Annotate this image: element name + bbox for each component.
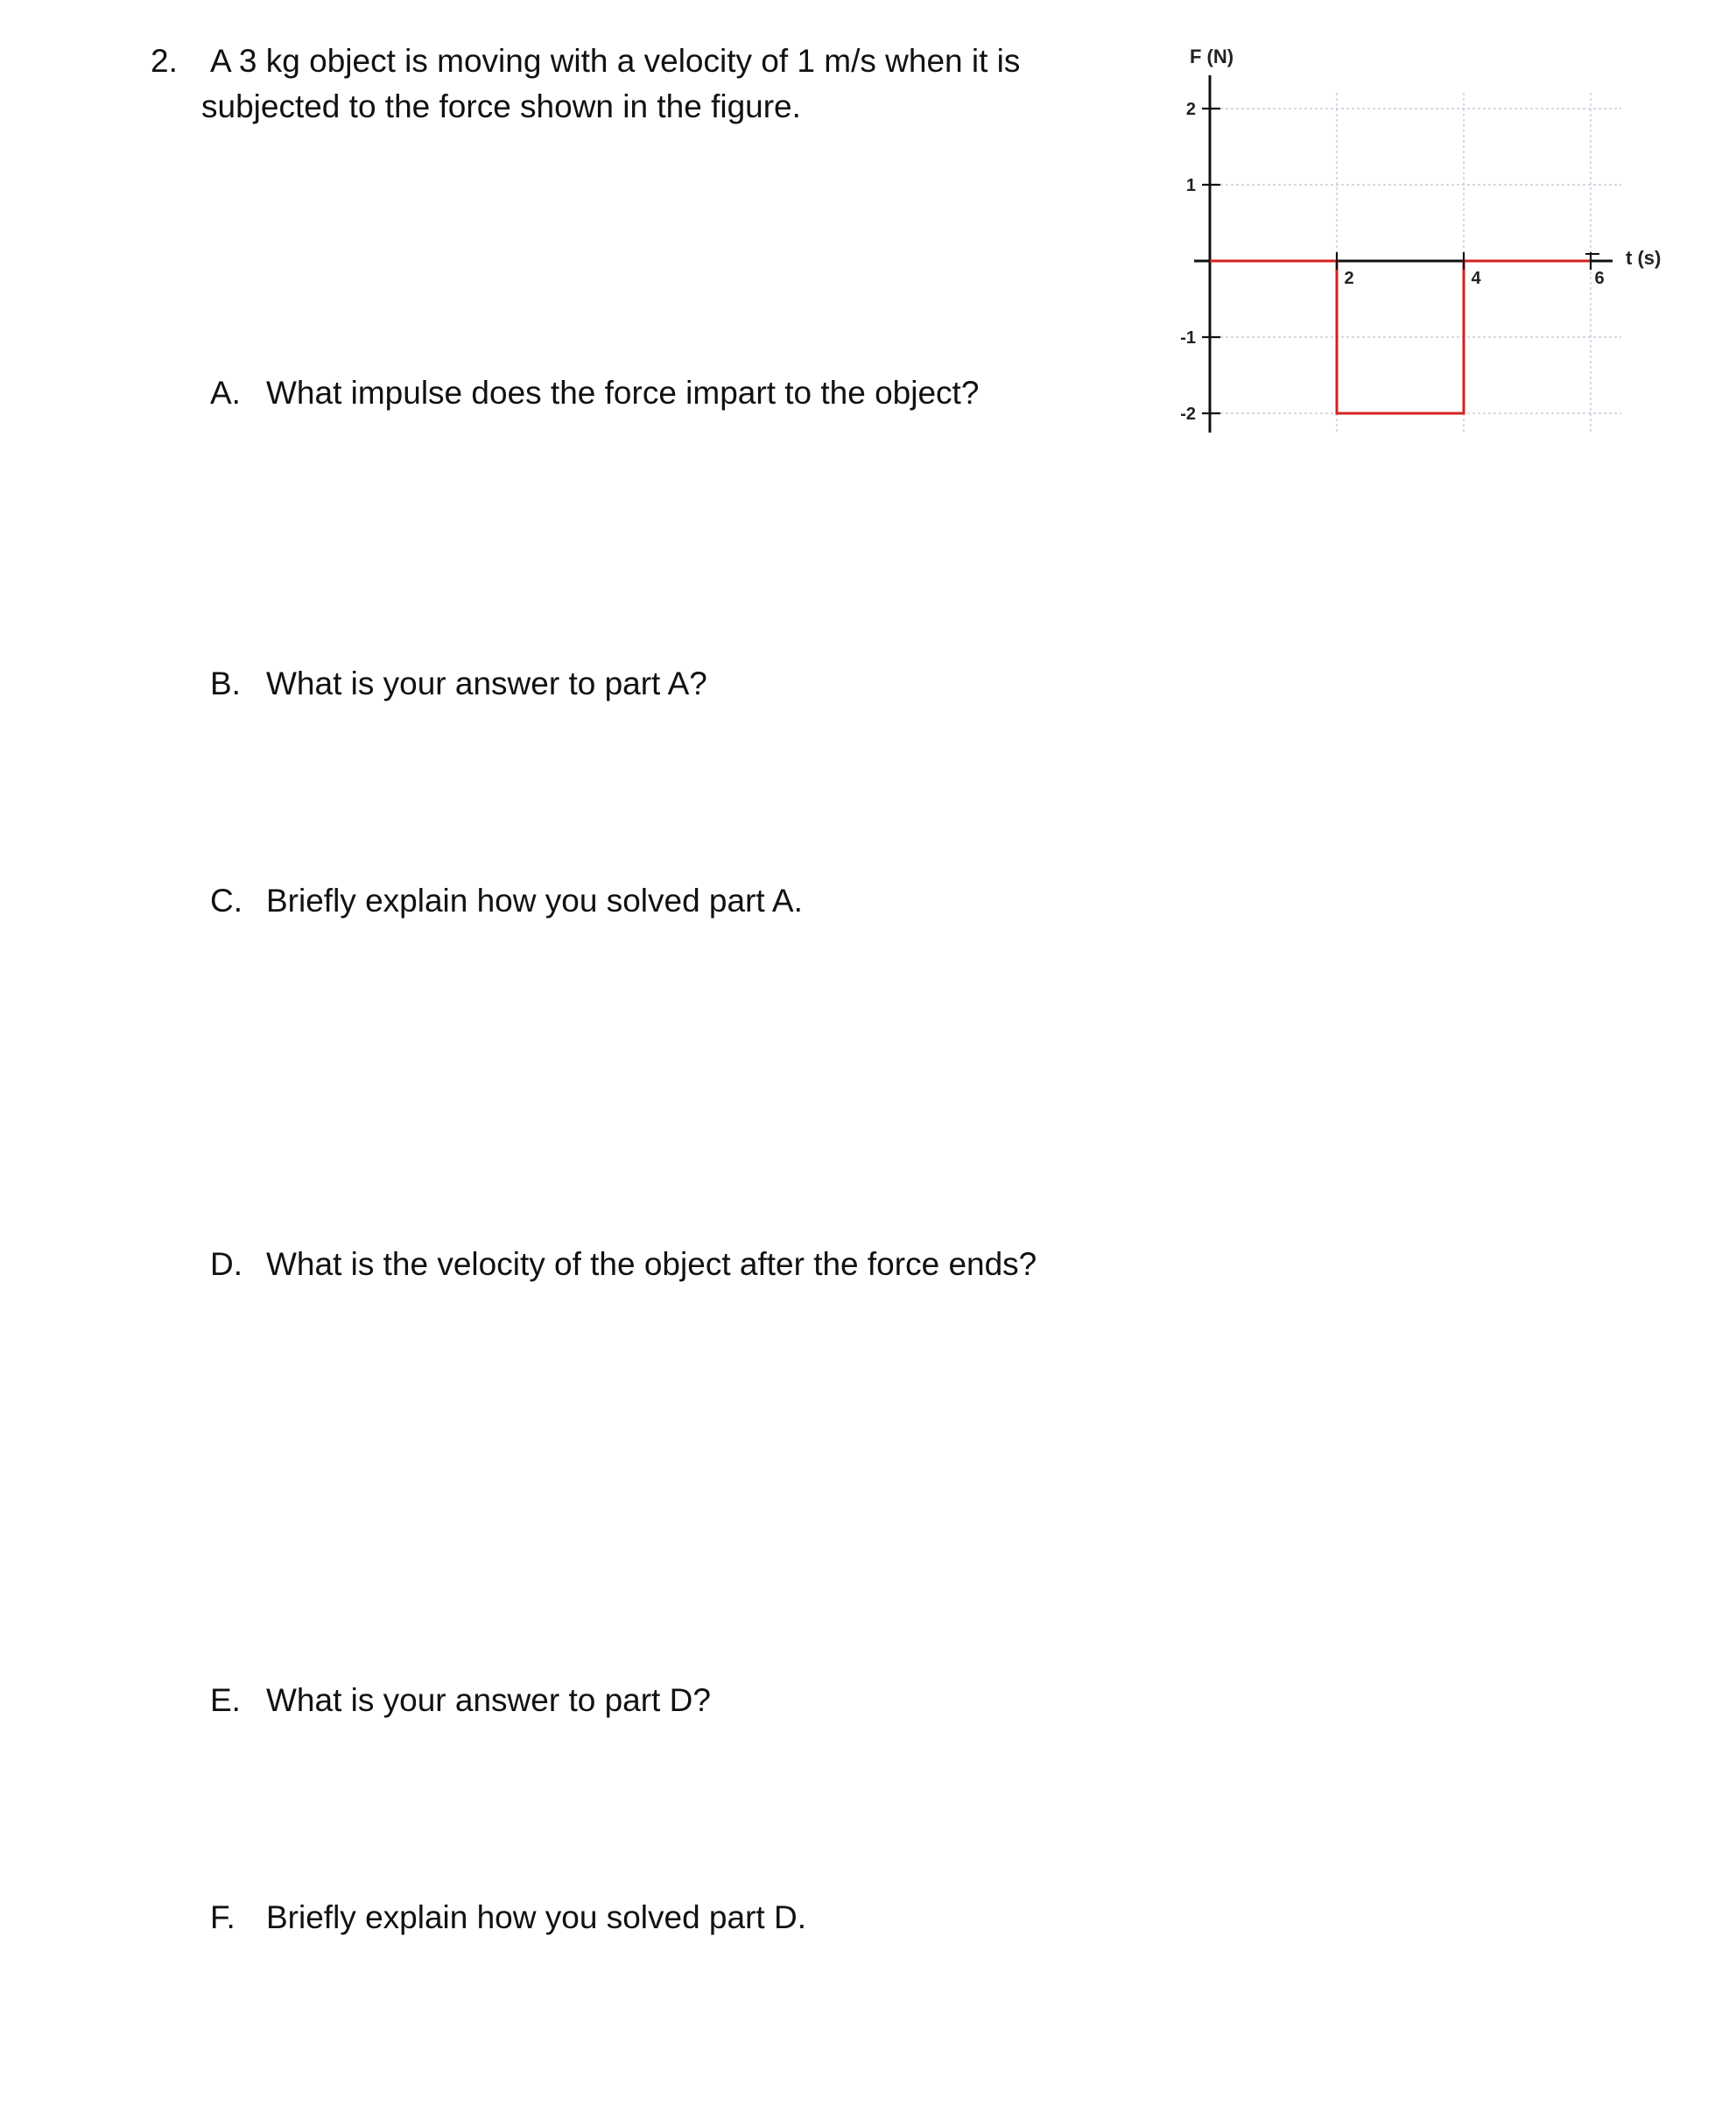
part-a-text: What impulse does the force impart to the object? — [266, 375, 980, 411]
part-c-letter: C. — [210, 883, 242, 919]
y-tick-label: -2 — [1180, 405, 1196, 424]
part-f — [210, 1895, 806, 1940]
x-tick-label: 4 — [1471, 269, 1481, 288]
part-d — [210, 1242, 1037, 1287]
y-axis-label: F (N) — [1189, 46, 1234, 67]
part-b-text: What is your answer to part A? — [266, 666, 707, 701]
part-e-letter: E. — [210, 1682, 241, 1718]
question-stem — [201, 39, 1103, 130]
y-tick-label: 2 — [1185, 100, 1196, 119]
part-b — [210, 661, 707, 707]
part-b-letter: B. — [210, 666, 241, 701]
force-time-chart — [1156, 35, 1698, 455]
part-a-letter: A. — [210, 375, 241, 411]
part-d-text: What is the velocity of the object after the force ends? — [266, 1246, 1037, 1282]
part-d-letter: D. — [210, 1246, 242, 1282]
x-tick-label: 2 — [1344, 269, 1354, 288]
question-stem-line-2: subjected to the force shown in the figure. — [201, 88, 801, 124]
y-tick-label: -1 — [1180, 328, 1196, 348]
part-e — [210, 1678, 711, 1723]
part-a — [210, 370, 979, 416]
grid — [1210, 93, 1621, 433]
question-number: 2. — [151, 43, 178, 79]
y-tick-label: 1 — [1185, 176, 1196, 195]
part-e-text: What is your answer to part D? — [266, 1682, 711, 1718]
part-f-letter: F. — [210, 1899, 235, 1935]
question-stem-line-1: A 3 kg object is moving with a velocity of 1 m/s when it is — [210, 43, 1021, 79]
axes — [1194, 75, 1613, 433]
x-tick-label: 6 — [1594, 269, 1605, 288]
force-time-graph — [1156, 35, 1698, 455]
part-f-text: Briefly explain how you solved part D. — [266, 1899, 806, 1935]
part-c-text: Briefly explain how you solved part A. — [266, 883, 803, 919]
part-c — [210, 878, 803, 924]
x-axis-label: t (s) — [1626, 247, 1662, 269]
